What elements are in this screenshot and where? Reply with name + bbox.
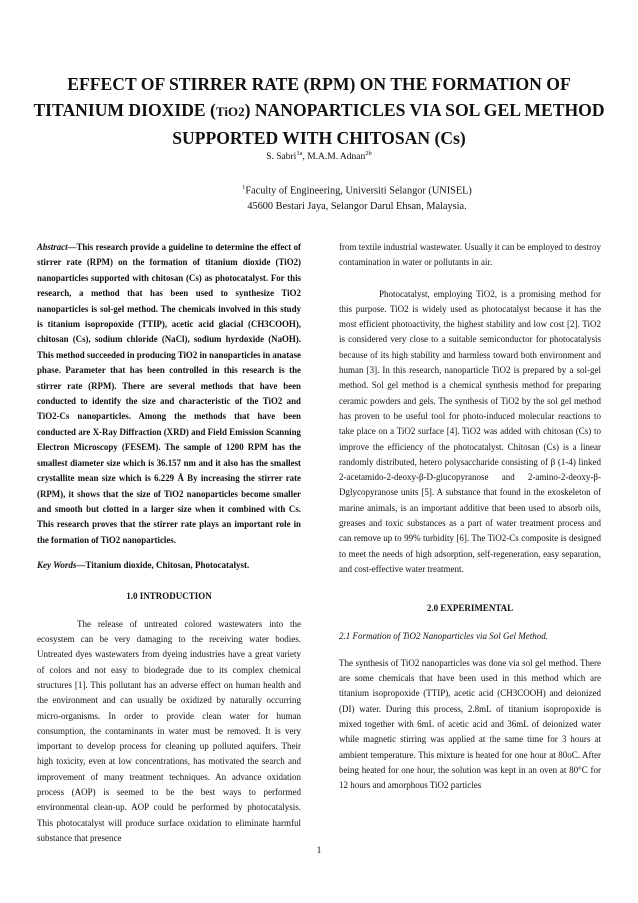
right-column [339,240,601,794]
section-heading-experimental: 2.0 EXPERIMENTAL [426,603,514,614]
affiliation-line-1: Faculty of Engineering, Universiti Selangor (UNISEL) [245,185,472,197]
keywords [37,558,301,573]
author-2-affil: 2b [365,150,372,157]
author-list [0,150,638,162]
abstract [37,240,301,548]
affiliation-line-2: 45600 Bestari Jaya, Selangor Darul Ehsan, Malaysia. [247,201,467,213]
keywords-text: —Titanium dioxide, Chitosan, Photocatalyst. [76,560,250,571]
author-separator: , [302,152,308,163]
intro-paragraph-1: The release of untreated colored wastewaters into the ecosystem can be very damaging to the receiving water bodies. Untreated dyes wastewaters from dyeing industries have a great variety of colors and not easy to biodegrade due to its complex chemical structures [1]. This pollutant has an adverse effect on human health and the environment and can usually be oxidized by naturally occurring micro-organisms. In order to provide clean water for human consumption, the contaminants in water must be removed. It is very important to develop process for cleaning up polluted aquifers. Their high toxicity, even at low concentrations, has motivated the search and improvement of many treatment techniques. An advance oxidation process (AOP) is seemed to be the best ways to performed environmental clean-up. AOP could be performed by photocatalysis. This photocatalyst will produce surface oxidation to eliminate harmful substance that presence [37,618,301,843]
affiliation-marker: 1 [242,184,246,191]
experimental-paragraph: The synthesis of TiO2 nanoparticles was done via sol gel method. There are some chemicals that have been used in this method which are titanium isopropoxide (TTIP), acetic acid (CH3COOH) and deionized (DI) water. During this process, 2.8mL of titanium isopropoxide is mixed together with 6mL of acetic acid and 36mL of deionized water while magnetic stirring was applied at the same time for 3 hours at ambient temperature. This mixture is heated for one hour at 80oC. After being heated for one hour, the solution was kept in an oven at 80°C for 12 hours and amorphous TiO2 particles [339,657,601,791]
abstract-text: —This research provide a guideline to determine the effect of stirrer rate (RPM) on the formation of titanium dioxide (TiO2) nanoparticles supported with chitosan (Cs) as photocatalyst. For this research, a method that has been used to synthesize TiO2 nanoparticles is sol-gel method. The chemicals involved in this study is titanium isopropoxide (TTIP), acetic acid glacial (CH3COOH), chitosan (Cs), sodium chloride (NaCl), sodium hyrdoxide (NaOH). This method succeeded in producing TiO2 in nanoparticles in anatase phase. Parameter that has been controlled in this research is the stirrer rate (RPM). There are several methods that have been conducted to identify the size and characteristic of the TiO2 and TiO2-Cs nanoparticles. Among the methods that have been conducted are X-Ray Diffraction (XRD) and Field Emission Scanning Electron Microscopy (FESEM). The sample of 1200 RPM has the smallest diameter size which is 36.157 nm and it also has the smallest crystallite mean size which is 6.229 Å By increasing the stirrer rate (RPM), it shows that the size of TiO2 nanoparticles become smaller and smooth but clotted in a larger size when it combined with Cs. This research proves that the stirrer rate plays an important role in the formation of TiO2 nanoparticles. [37,242,301,545]
author-2: M.A.M. Adnan [307,152,366,163]
subsection-heading-2-1: 2.1 Formation of TiO2 Nanoparticles via Sol Gel Method. [339,630,548,641]
intro-paragraph-1-continued: from textile industrial wastewater. Usually it can be employed to destroy contamination in water or pollutants in air. [339,242,601,268]
keywords-lead: Key Words [37,560,77,571]
page-number: 1 [316,846,322,856]
paper-title [28,71,610,151]
left-column [37,240,301,846]
section-heading-introduction: 1.0 INTRODUCTION [126,591,212,602]
author-1: S. Sabri [266,152,297,163]
affiliation [0,180,638,215]
abstract-lead: Abstract [37,242,68,252]
title-part1: EFFECT OF STIRRER RATE (RPM) ON THE FORMATION OF TITANIUM DIOXIDE ( [33,74,571,120]
title-tio2: TiO2 [215,104,245,119]
title-part2: ) NANOPARTICLES VIA SOL GEL METHOD SUPPORTED WITH CHITOSAN (Cs) [172,100,605,148]
author-1-affil: 1a [296,150,303,157]
intro-paragraph-2: Photocatalyst, employing TiO2, is a promising method for this purpose. TiO2 is widely used as photocatalyst because it has the most efficient photoactivity, the highest stability and low cost [2]. TiO2 is considered very close to a suitable semiconductor for photocatalysis because of its high stability and harmless toward both environment and human [3]. In this research, nanoparticle TiO2 is prepared by a sol-gel method. Sol gel method is a chemical synthesis method for preparing ceramic powders and gels. The synthesis of TiO2 by the sol gel method has proven to be useful tool for photo-induced molecular reactions to take place on a TiO2 surface [4]. TiO2 was added with chitosan (Cs) to improve the efficiency of the photocatalyst. Chitosan (Cs) is a linear randomly distributed, hetero polysaccharide consisting of β (1-4) linked 2-acetamido-2-deoxy-β-D-glucopyranose and 2-amino-2-deoxy-β-Dglycopyranose units [5]. A substance that found in the exoskeleton of marine animals, is an important additive that been used to absorb oils, greases and toxic substances as a part of water treatment process and can remove up to 99% turbidity [6]. The TiO2-Cs composite is designed to meet the needs of high adsorption, self-regeneration, easy separation, and cost-effective water treatment. [339,288,601,574]
